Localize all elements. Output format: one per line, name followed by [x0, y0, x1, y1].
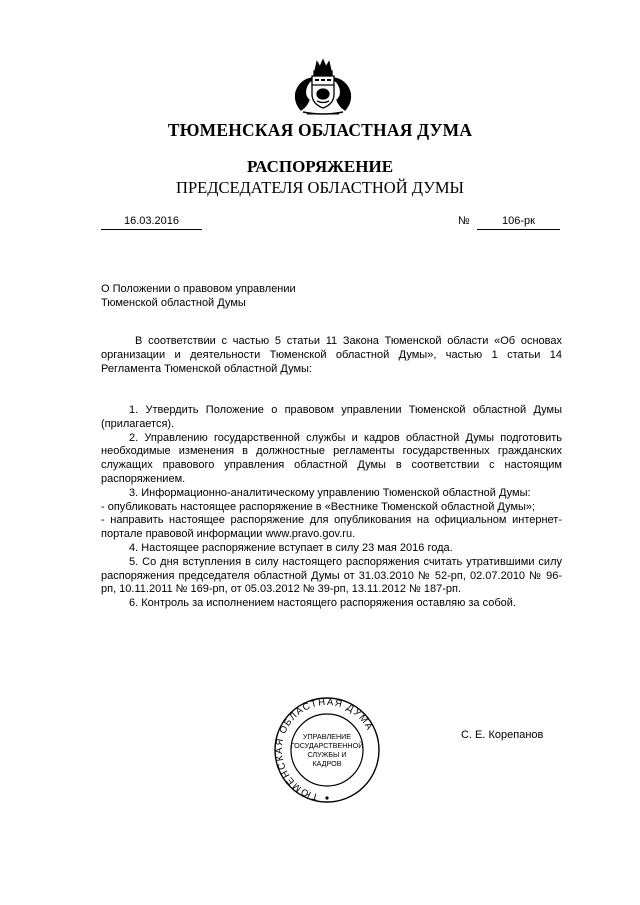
preamble: В соответствии с частью 5 статьи 11 Закона Тюменской области «Об основах организации и деятельности Тюменской областной Думы», частью 1 статьи 14 Регламента Тюменской областной Думы:: [101, 335, 562, 375]
order-subitem-portal: - направить настоящее распоряжение для опубликования на официальном интернет-портале правовой информации www.pravo.gov.ru.: [101, 514, 562, 541]
document-subtype: ПРЕДСЕДАТЕЛЯ ОБЛАСТНОЙ ДУМЫ: [176, 178, 464, 197]
document-type: РАСПОРЯЖЕНИЕ: [246, 157, 394, 176]
order-item-2: 2. Управлению государственной службы и кадров областной Думы подготовить необходимые изменения в должностные регламенты государственных гражданских служащих правового управления областной Думы в соответствии с настоящим распоряжением.: [101, 431, 562, 485]
order-item-1: 1. Утвердить Положение о правовом управлении Тюменской областной Думы (прилагается).: [101, 404, 562, 430]
document-date: 16.03.2016: [101, 214, 202, 230]
order-item-3: 3. Информационно-аналитическому управлению Тюменской областной Думы:: [129, 486, 531, 499]
coat-of-arms-icon: [291, 58, 355, 116]
stamp-center-line: УПРАВЛЕНИЕ: [302, 732, 352, 741]
order-item-6: 6. Контроль за исполнением настоящего распоряжения оставляю за собой.: [129, 597, 516, 610]
stamp-center-line: КАДРОВ: [312, 759, 342, 768]
document-number: 106-рк: [477, 214, 560, 230]
number-sign: №: [458, 215, 470, 227]
stamp-center-line: ГОСУДАРСТВЕННОЙ: [290, 741, 364, 750]
subject-line: О Положении о правовом управлении: [101, 283, 296, 295]
stamp-center-line: СЛУЖБЫ И: [307, 750, 347, 759]
preamble-block: [101, 335, 562, 376]
subject-line: Тюменской областной Думы: [101, 296, 246, 309]
document-subject: [101, 283, 296, 310]
official-stamp-icon: [273, 695, 381, 805]
order-items: [101, 404, 562, 611]
organization-title: ТЮМЕНСКАЯ ОБЛАСТНАЯ ДУМА: [167, 120, 473, 140]
order-item-5: 5. Со дня вступления в силу настоящего распоряжения считать утратившими силу распоряжения председателя областной Думы от 31.03.2010 № 52-рп, 02.07.2010 № 96-рп, 10.11.2011 № 169-рп, от 05.03.2012 № 39-рп, 13.11.2012 № 187-рп.: [101, 555, 562, 596]
order-subitem-publish: - опубликовать настоящее распоряжение в «Вестнике Тюменской областной Думы»;: [101, 500, 536, 513]
stamp-ring-text: ТЮМЕНСКАЯ ОБЛАСТНАЯ ДУМА: [273, 696, 376, 803]
order-item-4: 4. Настоящее распоряжение вступает в силу 23 мая 2016 года.: [129, 541, 453, 554]
signer-name: С. Е. Корепанов: [461, 729, 544, 741]
